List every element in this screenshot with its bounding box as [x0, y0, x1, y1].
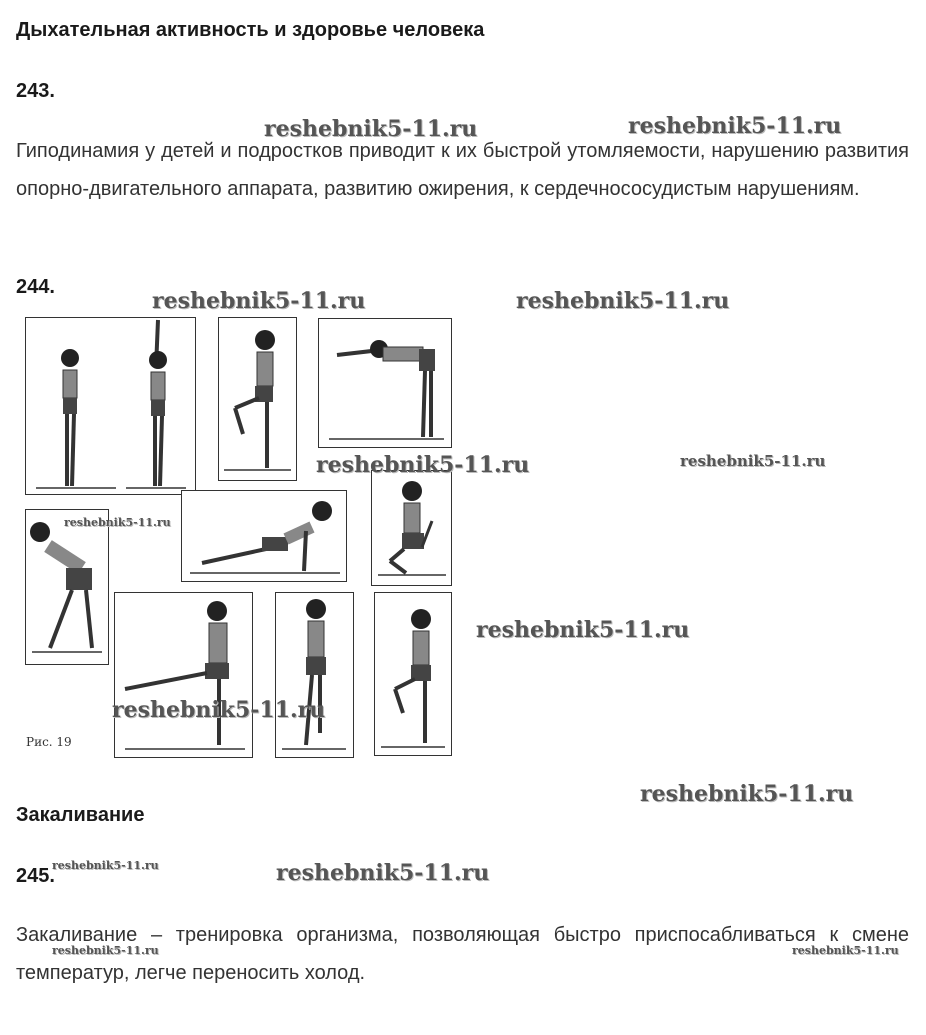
- watermark: reshebnik5-11.ru: [264, 116, 478, 142]
- watermark: reshebnik5-11.ru: [316, 452, 530, 478]
- section-subtitle: Закаливание: [16, 804, 145, 826]
- exercise-figure-standing-arm-raise: [25, 317, 196, 495]
- exercise-figure-knee-raise: [218, 317, 297, 481]
- exercise-figure-marching: [374, 592, 452, 756]
- exercise-figure-side-bend: [25, 509, 109, 665]
- watermark: reshebnik5-11.ru: [792, 944, 899, 957]
- watermark: reshebnik5-11.ru: [112, 697, 326, 723]
- watermark: reshebnik5-11.ru: [516, 288, 730, 314]
- exercise-figure-squat: [371, 470, 452, 586]
- watermark: reshebnik5-11.ru: [476, 617, 690, 643]
- answer-243: Гиподинамия у детей и подростков приводит к их быстрой утомляемости, нарушению развития опорно-двигательного аппарата, развитию ожирения, к сердечнососудистым нарушениям.: [16, 140, 909, 200]
- figure-caption: Рис. 19: [26, 735, 72, 749]
- watermark: reshebnik5-11.ru: [276, 860, 490, 886]
- watermark: reshebnik5-11.ru: [640, 781, 854, 807]
- exercise-figure-forward-bend: [318, 318, 452, 448]
- watermark: reshebnik5-11.ru: [52, 944, 159, 957]
- answer-245: Закаливание – тренировка организма, позволяющая быстро приспосабливаться к смене температур, легче переносить холод.: [16, 924, 909, 984]
- watermark: reshebnik5-11.ru: [64, 516, 171, 529]
- watermark: reshebnik5-11.ru: [152, 288, 366, 314]
- task-number-244: 244.: [16, 276, 55, 298]
- watermark: reshebnik5-11.ru: [680, 452, 826, 470]
- exercise-figure-leg-swing: [114, 592, 253, 758]
- page-title: Дыхательная активность и здоровье человека: [16, 19, 485, 41]
- exercise-figure-push-up: [181, 490, 347, 582]
- watermark: reshebnik5-11.ru: [628, 113, 842, 139]
- task-number-245: 245.: [16, 865, 55, 887]
- watermark: reshebnik5-11.ru: [52, 859, 159, 872]
- exercise-figure-standing-hands-on-hips: [275, 592, 354, 758]
- task-number-243: 243.: [16, 80, 55, 102]
